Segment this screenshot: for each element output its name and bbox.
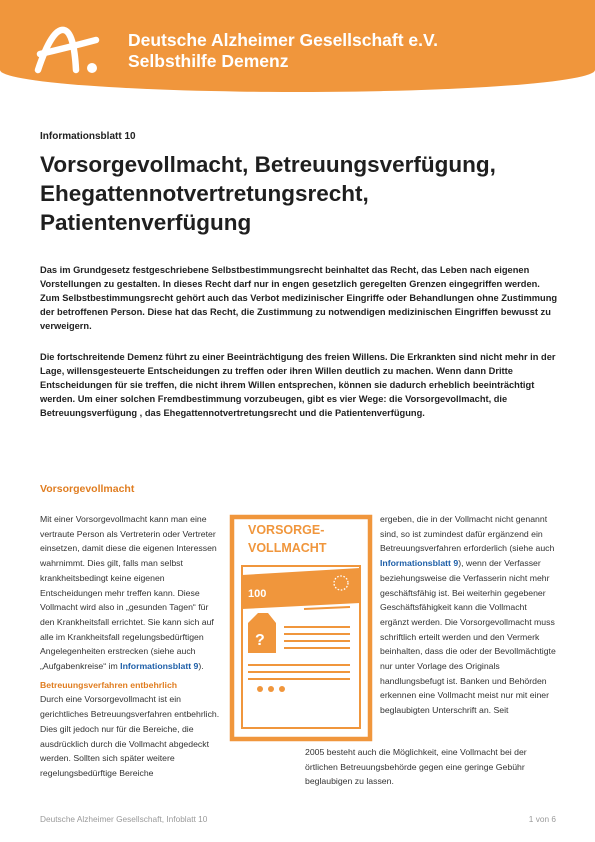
organization-name-line2: Selbsthilfe Demenz (128, 51, 289, 71)
text-column-left (40, 512, 220, 781)
infoblatt-9-link[interactable]: Informationsblatt 9 (380, 558, 459, 569)
column-left-paragraph-2: Durch eine Vorsorgevollmacht ist ein gerichtliches Betreuungsverfahren entbehrlich. Dies gilt jedoch nur für die Bereiche, die ausdrücklich durch die Vollmacht abgedeckt werden. Sollten sich später weitere regelungsbedürftige Bereiche (40, 694, 220, 778)
footer-source: Deutsche Alzheimer Gesellschaft, Infoblatt 10 (40, 814, 208, 824)
page-number: 1 von 6 (528, 814, 556, 824)
section-heading: Vorsorgevollmacht (40, 483, 135, 495)
house-question-icon (248, 613, 276, 653)
text-column-right (380, 512, 558, 718)
text-run: Mit einer Vorsorgevollmacht kann man eine vertraute Person als Vertreterin oder Vertreter einsetzen, damit diese die eigenen Interessen wahrnimmt. Dies gilt, falls man selbst krankheitsbedingt keine eigenen Entscheidungen mehr treffen kann. Diese Vollmacht wird also in „gesunden Tagen“ für den Krankheitsfall errichtet. Sie kann sich auf alle im Krankheitsfall regelungsbedürftigen Angelegenheiten erstrecken (siehe auch „Aufgabenkreise“ im (40, 514, 217, 672)
ellipsis-icon (257, 686, 285, 692)
subheading-betreuungsverfahren: Betreuungsverfahren entbehrlich (40, 679, 178, 690)
illustration-title-line2: VOLLMACHT (248, 541, 327, 555)
column-right-paragraph (380, 512, 558, 718)
organization-name-line1: Deutsche Alzheimer Gesellschaft e.V. (128, 30, 438, 50)
intro-paragraph-1: Das im Grundgesetz festgeschriebene Selbstbestimmungsrecht beinhaltet das Recht, das Leben nach eigenen Vorstellungen zu gestalten. In dieses Recht darf nur in engen gesetzlich geregelten Grenzen eingegriffen werden. Zum Selbstbestimmungsrecht gehört auch das Verbot medizinischer Eingriffe oder Behandlungen ohne Zustimmung der betroffenen Person. Diese hat das Recht, die Zustimmung zu notwendigen medizinischen Eingriffen bewusst zu verweigern. (40, 265, 558, 332)
column-right-continuation: 2005 besteht auch die Möglichkeit, eine Vollmacht bei der örtlichen Betreuungsbehörde gegen eine geringe Gebühr beglaubigen zu lassen. (305, 747, 527, 787)
logo-icon (30, 22, 110, 80)
svg-text:?: ? (255, 632, 265, 649)
organization-name (128, 30, 438, 72)
banknote-icon (242, 568, 360, 609)
page-header (0, 0, 595, 92)
text-run: ergeben, die in der Vollmacht nicht genannt sind, so ist zumindest dafür ergänzend ein Betreuungsverfahren erforderlich (siehe auch (380, 514, 555, 554)
page-title: Vorsorgevollmacht, Betreuungsverfügung, Ehegattennotvertretungsrecht, Patientenverfügung (40, 152, 496, 235)
column-left-paragraph-1 (40, 512, 220, 674)
illustration-title-line1: VORSORGE- (248, 523, 325, 537)
text-run: ), wenn der Verfasser beziehungsweise die Verfasserin nicht mehr geschäftsfähig ist. Bei weiterhin gegebener Geschäftsfähigkeit kann die Vollmacht ergänzt werden. Die Vorsorgevollmacht muss schriftlich erteilt werden und den Vermerk beinhalten, dass die oder der Bevollmächtigte nur unter Vorlage des Originals handlungsbefugt ist. Banken und Behörden erkennen eine Vollmacht meist nur mit einer beglaubigten Unterschrift an. Seit (380, 558, 556, 716)
document-label: Informationsblatt 10 (40, 131, 136, 142)
badge-number: 100 (248, 588, 267, 600)
illustration-title (248, 521, 358, 557)
intro-paragraph-2: Die fortschreitende Demenz führt zu einer Beeinträchtigung des freien Willens. Die Erkrankten sind nicht mehr in der Lage, willensgesteuerte Entscheidungen zu treffen oder ihren Willen deutlich zu machen. Wenn dann Dritte Entscheidungen für sie treffen, die nicht ihrem Willen entsprechen, können sie dadurch erheblich beeinträchtigt werden. Um einer solchen Fremdbestimmung vorzubeugen, gibt es vier Wege: die Vorsorgevollmacht, die Betreuungsverfügung , das Ehegattennotvertretungsrecht und die Patientenverfügung. (40, 352, 556, 419)
infoblatt-9-link[interactable]: Informationsblatt 9 (120, 661, 199, 672)
text-run: ). (198, 661, 204, 672)
